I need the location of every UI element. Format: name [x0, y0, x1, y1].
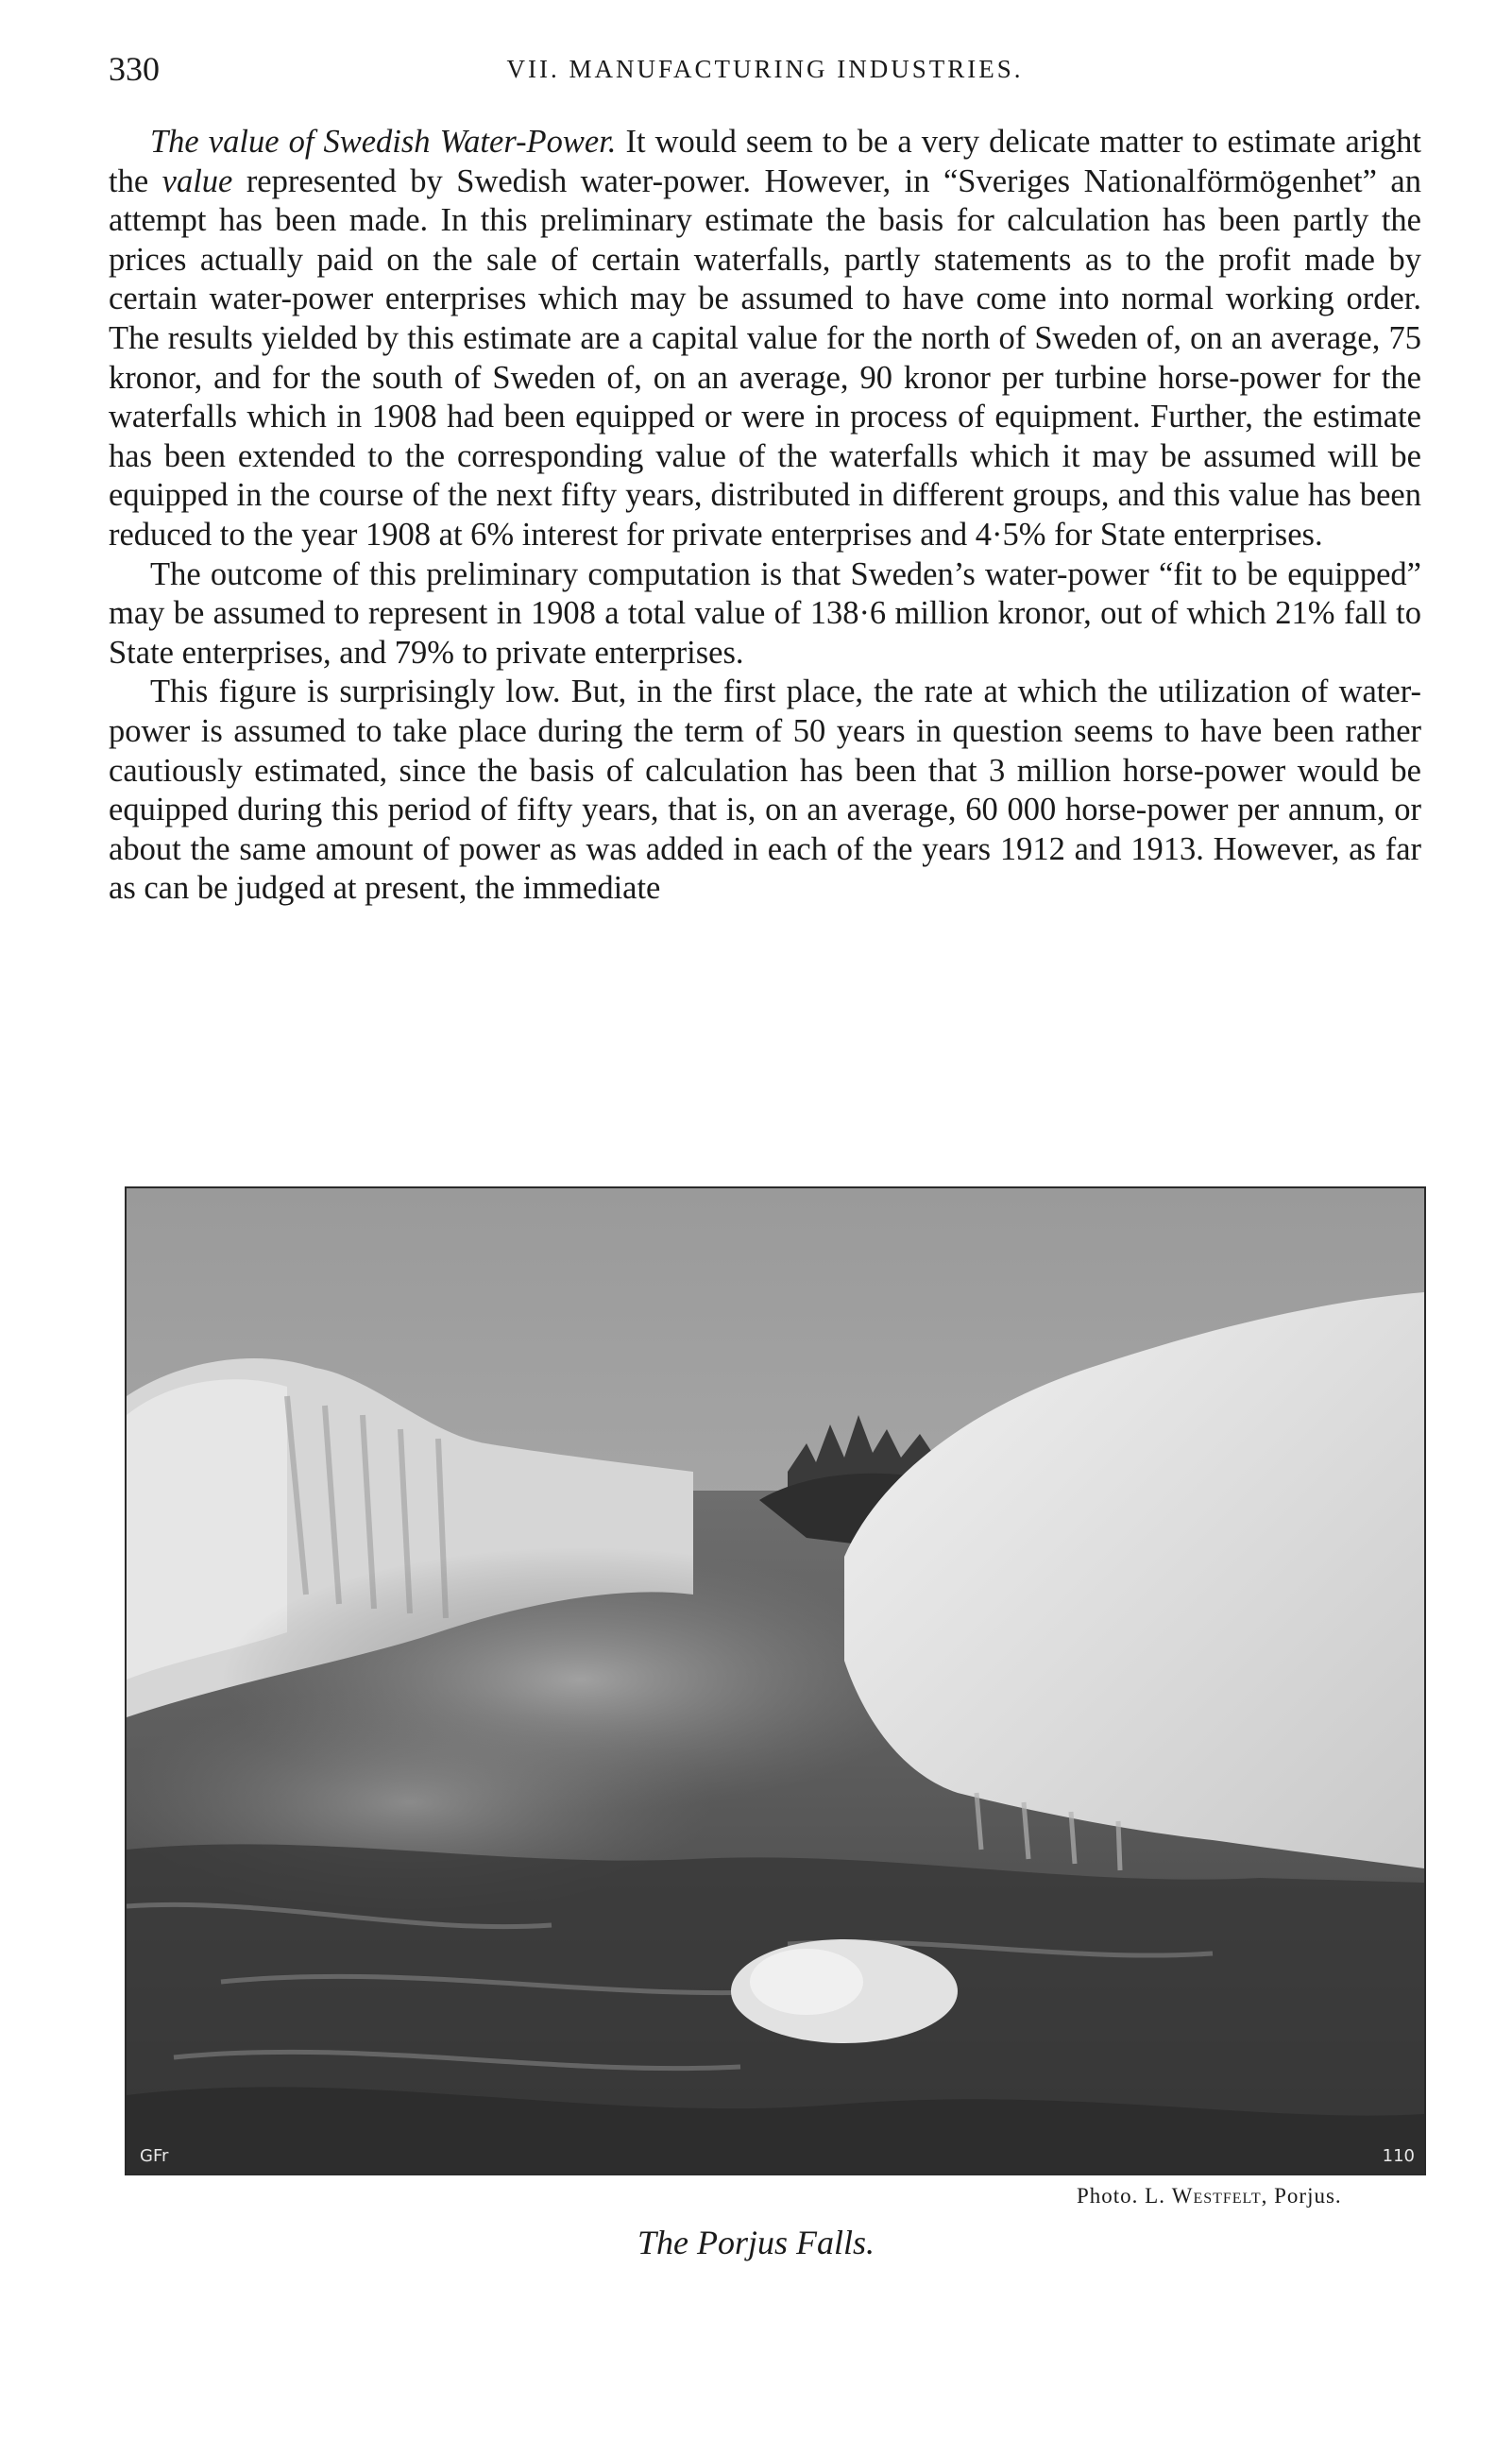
paragraph-heading: The value of Swedish Water-Power.: [150, 124, 617, 160]
emphasized-word: value: [161, 162, 233, 199]
photographer-name: Westfelt: [1171, 2184, 1262, 2208]
body-text: [109, 123, 1421, 909]
paragraph-text: It would seem to be a very delicate matter to estimate aright the: [109, 124, 1421, 199]
paragraph-water-power-value: [109, 123, 1421, 555]
photo-credit-prefix: Photo. L.: [1077, 2184, 1172, 2208]
photo-credit-suffix: , Porjus.: [1261, 2184, 1342, 2208]
paragraph-surprisingly-low: This figure is surprisingly low. But, in the first place, the rate at which the utilization of water-power is assumed to take place during the term of 50 years in question seems to have been rather cautiously estimated, since the basis of calculation has been that 3 million horse-power would be equipped during this period of fifty years, that is, on an average, 60 000 horse-power per annum, or about the same amount of power as was added in each of the years 1912 and 1913. However, as far as can be judged at present, the immediate: [109, 674, 1421, 907]
plate-number: 110: [1382, 2146, 1415, 2166]
waterfall-photo-illustration: [127, 1188, 1424, 2174]
waterfall-photograph: [125, 1186, 1426, 2175]
running-head: [109, 49, 1421, 96]
paragraph-outcome: The outcome of this preliminary computation is that Sweden’s water-power “fit to be equipped” may be assumed to represent in 1908 a total value of 138·6 million kronor, out of which 21% fall to State enterprises, and 79% to private enterprises.: [109, 555, 1421, 671]
plate-mark-left: GFr: [140, 2146, 169, 2166]
section-title: VII. MANUFACTURING INDUSTRIES.: [506, 55, 1024, 83]
photo-credit: [1077, 2184, 1342, 2209]
figure-caption: The Porjus Falls.: [637, 2224, 875, 2261]
paragraph-text: represented by Swedish water-power. However, in “Sveriges Nationalförmögenhet” an attempt has been made. In this preliminary estimate the basis for calculation has been partly the prices actually paid on the sale of certain waterfalls, partly statements as to the profit made by certain water-power enterprises which may be assumed to have come into normal working order. The results yielded by this estimate are a capital value for the north of Sweden of, on an average, 75 kronor, and for the south of Sweden of, on an average, 90 kronor per turbine horse-power for the waterfalls which in 1908 had been equipped or were in process of equipment. Further, the estimate has been extended to the corresponding value of the waterfalls which it may be assumed will be equipped in the course of the next fifty years, distributed in different groups, and this value has been reduced to the year 1908 at 6% interest for private enterprises and 4·5% for State enterprises.: [109, 162, 1421, 553]
page-number: 330: [109, 50, 160, 88]
